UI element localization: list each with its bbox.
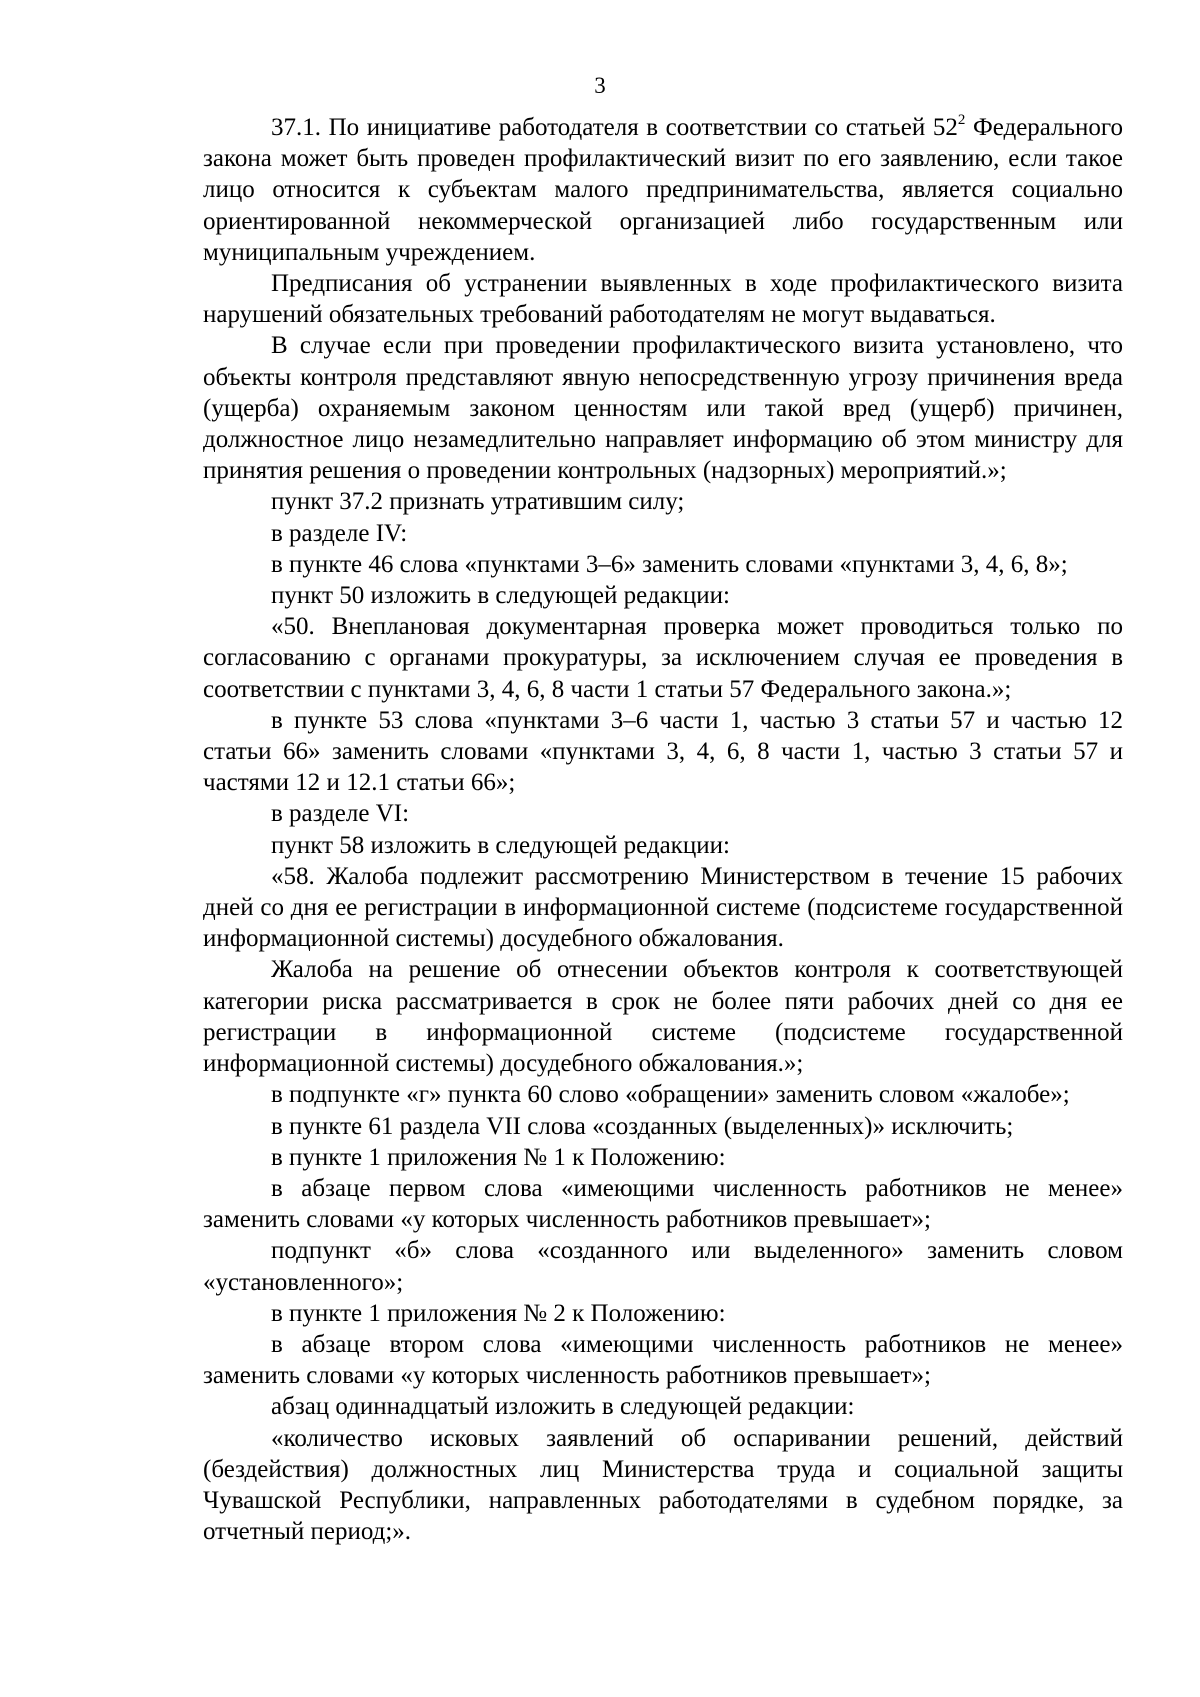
paragraph: абзац одиннадцатый изложить в следующей редакции: bbox=[271, 1393, 855, 1421]
paragraph: подпункт «б» слова «созданного или выделенного» заменить словом «установленного»; bbox=[203, 1237, 1123, 1296]
paragraph: пункт 58 изложить в следующей редакции: bbox=[271, 831, 730, 859]
paragraph-text: 37.1. По инициативе работодателя в соответствии со статьей 52 bbox=[271, 114, 958, 141]
paragraph: в пункте 1 приложения № 2 к Положению: bbox=[271, 1299, 726, 1327]
document-body bbox=[203, 112, 1123, 1547]
paragraph: в подпункте «г» пункта 60 слово «обращении» заменить словом «жалобе»; bbox=[271, 1081, 1070, 1109]
paragraph: «58. Жалоба подлежит рассмотрению Министерством в течение 15 рабочих дней со дня ее регистрации в информационной системе (подсистеме государственной информационной системы) досудебного обжалования. bbox=[203, 862, 1123, 953]
paragraph: «50. Внеплановая документарная проверка может проводиться только по согласованию с органами прокуратуры, за исключением случая ее проведения в соответствии с пунктами 3, 4, 6, 8 части 1 статьи 57 Федерального закона.»; bbox=[203, 613, 1123, 703]
paragraph: в разделе IV: bbox=[271, 519, 408, 547]
page-number: 3 bbox=[594, 73, 606, 98]
superscript-2: 2 bbox=[957, 111, 966, 128]
paragraph: пункт 50 изложить в следующей редакции: bbox=[271, 582, 730, 610]
paragraph: в разделе VI: bbox=[271, 800, 410, 828]
paragraph: в абзаце втором слова «имеющими численность работников не менее» заменить словами «у которых численность работников превышает»; bbox=[203, 1330, 1123, 1390]
paragraph: в пункте 53 слова «пунктами 3–6 части 1, частью 3 статьи 57 и частью 12 статьи 66» заменить словами «пунктами 3, 4, 6, 8 части 1, частью 3 статьи 57 и частями 12 и 12.1 статьи 66»; bbox=[203, 706, 1123, 797]
paragraph: в пункте 1 приложения № 1 к Положению: bbox=[271, 1143, 726, 1171]
paragraph: Предписания об устранении выявленных в ходе профилактического визита нарушений обязательных требований работодателям не могут выдаваться. bbox=[203, 270, 1123, 329]
paragraph: в пункте 46 слова «пунктами 3–6» заменить словами «пунктами 3, 4, 6, 8»; bbox=[271, 550, 1068, 578]
paragraph: в пункте 61 раздела VII слова «созданных (выделенных)» исключить; bbox=[271, 1112, 1014, 1140]
paragraph-text: Федерального закона может быть проведен профилактический визит по его заявлению, если такое лицо относится к субъектам малого предпринимательства, является социально ориентированной некоммерческой организацией либо государственным или муниципальным учреждением. bbox=[203, 114, 1123, 266]
paragraph: Жалоба на решение об отнесении объектов контроля к соответствующей категории риска рассматривается в срок не более пяти рабочих дней со дня ее регистрации в информационной системе (подсистеме государственной информационной системы) досудебного обжалования.»; bbox=[203, 956, 1123, 1078]
paragraph: пункт 37.2 признать утратившим силу; bbox=[271, 488, 685, 516]
paragraph: «количество исковых заявлений об оспаривании решений, действий (бездействия) должностных лиц Министерства труда и социальной защиты Чувашской Республики, направленных работодателями в судебном порядке, за отчетный период;». bbox=[203, 1424, 1123, 1546]
paragraph: В случае если при проведении профилактического визита установлено, что объекты контроля представляют явную непосредственную угрозу причинения вреда (ущерба) охраняемым законом ценностям или такой вред (ущерб) причинен, должностное лицо незамедлительно направляет информацию об этом министру для принятия решения о проведении контрольных (надзорных) мероприятий.»; bbox=[203, 332, 1123, 485]
paragraph: в абзаце первом слова «имеющими численность работников не менее» заменить словами «у которых численность работников превышает»; bbox=[203, 1174, 1123, 1234]
paragraph-37-1 bbox=[203, 112, 1123, 268]
